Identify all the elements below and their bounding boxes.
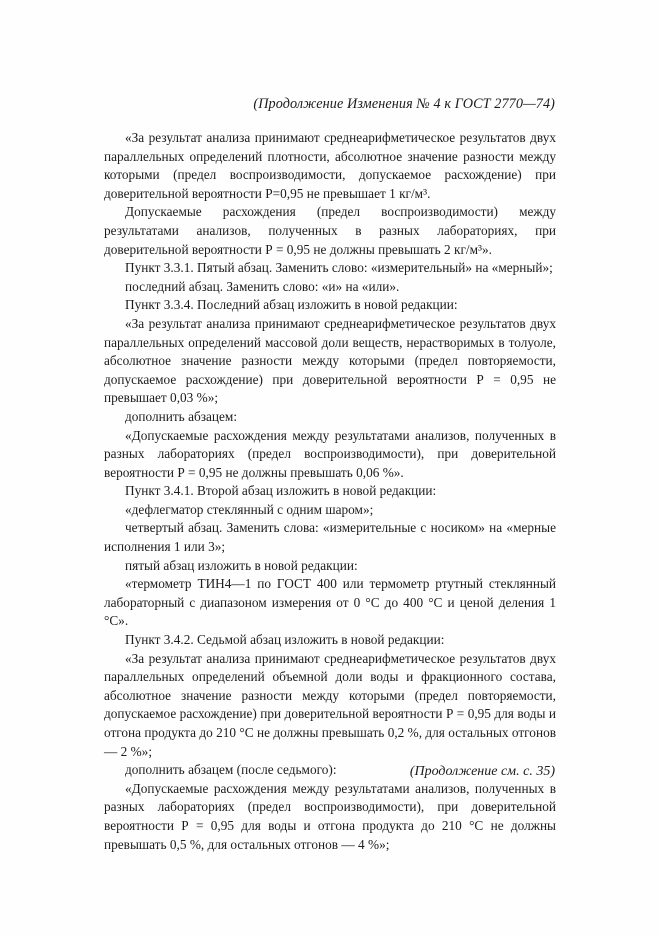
paragraph: Пункт 3.4.1. Второй абзац изложить в новой редакции: [125, 483, 437, 499]
paragraph: дополнить абзацем (после седьмого): [125, 762, 337, 778]
page-footer: (Продолжение см. с. 35) [409, 764, 555, 779]
paragraph: последний абзац. Заменить слово: «и» на «или». [125, 278, 400, 294]
paragraph: Пункт 3.3.4. Последний абзац изложить в новой редакции: [125, 297, 458, 313]
paragraph: «За результат анализа принимают среднеарифметическое результатов двух параллельных определений плотности, абсолютное значение разности между которыми (предел воспроизводимости, допускаемое расхождение) при доверительной вероятности Р=0,95 не превышает 1 кг/м³. [104, 130, 556, 201]
paragraph: «За результат анализа принимают среднеарифметическое результатов двух параллельных определений объемной доли воды и фракционного состава, абсолютное значение разности между которыми (предел повторяемости, допускаемое расхождение) при доверительной вероятности Р = 0,95 для воды и отгона продукта до 210 °С не должны превышать 0,2 %, для остальных отгонов — 2 %»; [104, 650, 556, 759]
paragraph: Допускаемые расхождения (предел воспроизводимости) между результатами анализов, полученных в разных лабораториях, при доверительной вероятности Р = 0,95 не должны превышать 2 кг/м³». [104, 204, 556, 257]
paragraph: «термометр ТИН4—1 по ГОСТ 400 или термометр ртутный стеклянный лабораторный с диапазоном измерения от 0 °С до 400 °С и ценой деления 1 °С». [104, 576, 556, 629]
paragraph: четвертый абзац. Заменить слова: «измерительные с носиком» на «мерные исполнения 1 или 3»; [104, 520, 556, 555]
paragraph: Пункт 3.4.2. Седьмой абзац изложить в новой редакции: [125, 632, 445, 648]
paragraph: «За результат анализа принимают среднеарифметическое результатов двух параллельных определений массовой доли веществ, нерастворимых в толуоле, абсолютное значение разности между которыми (предел повторяемости, допускаемое расхождение) при доверительной вероятности Р = 0,95 не превышает 0,03 %»; [104, 315, 556, 406]
paragraph: Пункт 3.3.1. Пятый абзац. Заменить слово: «измерительный» на «мерный»; [125, 260, 553, 276]
paragraph: «дефлегматор стеклянный с одним шаром»; [125, 501, 374, 517]
paragraph: «Допускаемые расхождения между результатами анализов, полученных в разных лабораториях (предел воспроизводимости), при доверительной вероятности Р = 0,95 для воды и отгона продукта до 210 °С не должны превышать 0,5 %, для остальных отгонов — 4 %»; [104, 780, 556, 852]
document-body [104, 129, 556, 854]
paragraph: дополнить абзацем: [125, 408, 238, 424]
paragraph: «Допускаемые расхождения между результатами анализов, полученных в разных лабораториях (предел воспроизводимости), при доверительной вероятности Р = 0,95 не должны превышать 0,06 %». [104, 427, 556, 480]
paragraph: пятый абзац изложить в новой редакции: [125, 557, 358, 573]
page-header: (Продолжение Изменения № 4 к ГОСТ 2770—74) [253, 96, 555, 112]
